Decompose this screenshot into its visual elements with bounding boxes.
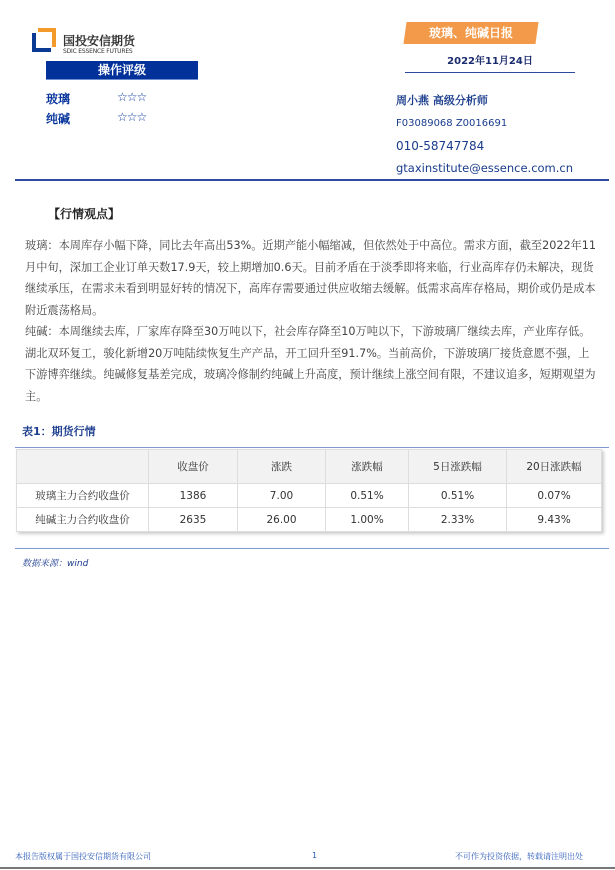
- cell: 2.33%: [409, 508, 507, 532]
- cell: 纯碱主力合约收盘价: [17, 508, 149, 532]
- table-header-row: [17, 450, 602, 484]
- cell: 7.00: [238, 484, 326, 508]
- header-cell: 涨跌幅: [326, 450, 409, 484]
- cell: 1386: [149, 484, 238, 508]
- header-cell: 20日涨跌幅: [507, 450, 602, 484]
- footer-disclaimer: 不可作为投资依据，转载请注明出处: [455, 852, 583, 861]
- logo-mark-icon: [32, 28, 56, 52]
- table-row: [17, 484, 602, 508]
- company-logo: [32, 28, 172, 62]
- header-cell: 涨跌: [238, 450, 326, 484]
- header-cell: 5日涨跌幅: [409, 450, 507, 484]
- cell: 26.00: [238, 508, 326, 532]
- paragraph-glass: 玻璃：本周库存小幅下降，同比去年高出53%。近期产能小幅缩减，但依然处于中高位。需求方面，截至2022年11月中旬，深加工企业订单天数17.9天，较上期增加0.6天。目前矛盾在于淡季即将来临，行业高库存仍未解决，现货继续承压，在需求未看到明显好转的情况下，高库存需要通过供应收缩去缓解。低需求高库存格局，期价或仍是成本附近震荡格局。: [25, 239, 597, 317]
- rating-stars-soda: ☆☆☆: [117, 110, 147, 124]
- page-number: 1: [312, 851, 318, 860]
- table-bottom-rule: [15, 548, 609, 549]
- data-source: 数据来源：wind: [22, 559, 89, 569]
- paragraph-soda: 纯碱：本周继续去库，厂家库存降至30万吨以下，社会库存降至10万吨以下，下游玻璃厂继续去库，产业库存低。湖北双环复工，骏化新增20万吨陆续恢复生产产品，开工回升至91.7%。当前高价，下游玻璃厂接货意愿不强，上下游博弈继续。纯碱修复基差完成，玻璃冷修制约纯碱上升高度，预计继续上涨空间有限，不建议追多，短期观望为主。: [25, 325, 596, 403]
- analyst-phone: 010-58747784: [396, 139, 485, 153]
- rating-stars-glass: ☆☆☆: [117, 90, 147, 104]
- footer-copyright: 本报告版权属于国投安信期货有限公司: [15, 852, 151, 861]
- company-name-en: SDIC ESSENCE FUTURES: [63, 48, 133, 55]
- cell: 0.07%: [507, 484, 602, 508]
- header-divider: [15, 179, 609, 181]
- header-cell: [17, 450, 149, 484]
- rating-label-glass: 玻璃: [46, 92, 71, 106]
- footer-divider: [0, 867, 615, 869]
- table-row: [17, 508, 602, 532]
- cell: 0.51%: [409, 484, 507, 508]
- table-top-rule: [15, 447, 609, 448]
- cell: 9.43%: [507, 508, 602, 532]
- rating-label-soda: 纯碱: [46, 112, 71, 126]
- report-type-tag: [403, 22, 538, 44]
- table-title: 表1：期货行情: [22, 425, 96, 438]
- analyst-codes: F03089068 Z0016691: [396, 118, 508, 129]
- rating-title: 操作评级: [46, 61, 198, 80]
- cell: 2635: [149, 508, 238, 532]
- cell: 0.51%: [326, 484, 409, 508]
- market-view-body: [25, 235, 600, 407]
- cell: 玻璃主力合约收盘价: [17, 484, 149, 508]
- analyst-name: 周小燕 高级分析师: [396, 94, 488, 107]
- report-type-label: 玻璃、纯碱日报: [428, 26, 513, 40]
- company-name-cn: 国投安信期货: [63, 34, 136, 48]
- analyst-email[interactable]: gtaxinstitute@essence.com.cn: [396, 161, 574, 175]
- cell: 1.00%: [326, 508, 409, 532]
- section-title: 【行情观点】: [48, 207, 121, 221]
- header-cell: 收盘价: [149, 450, 238, 484]
- report-date: 2022年11月24日: [405, 52, 575, 73]
- futures-table: [16, 449, 602, 532]
